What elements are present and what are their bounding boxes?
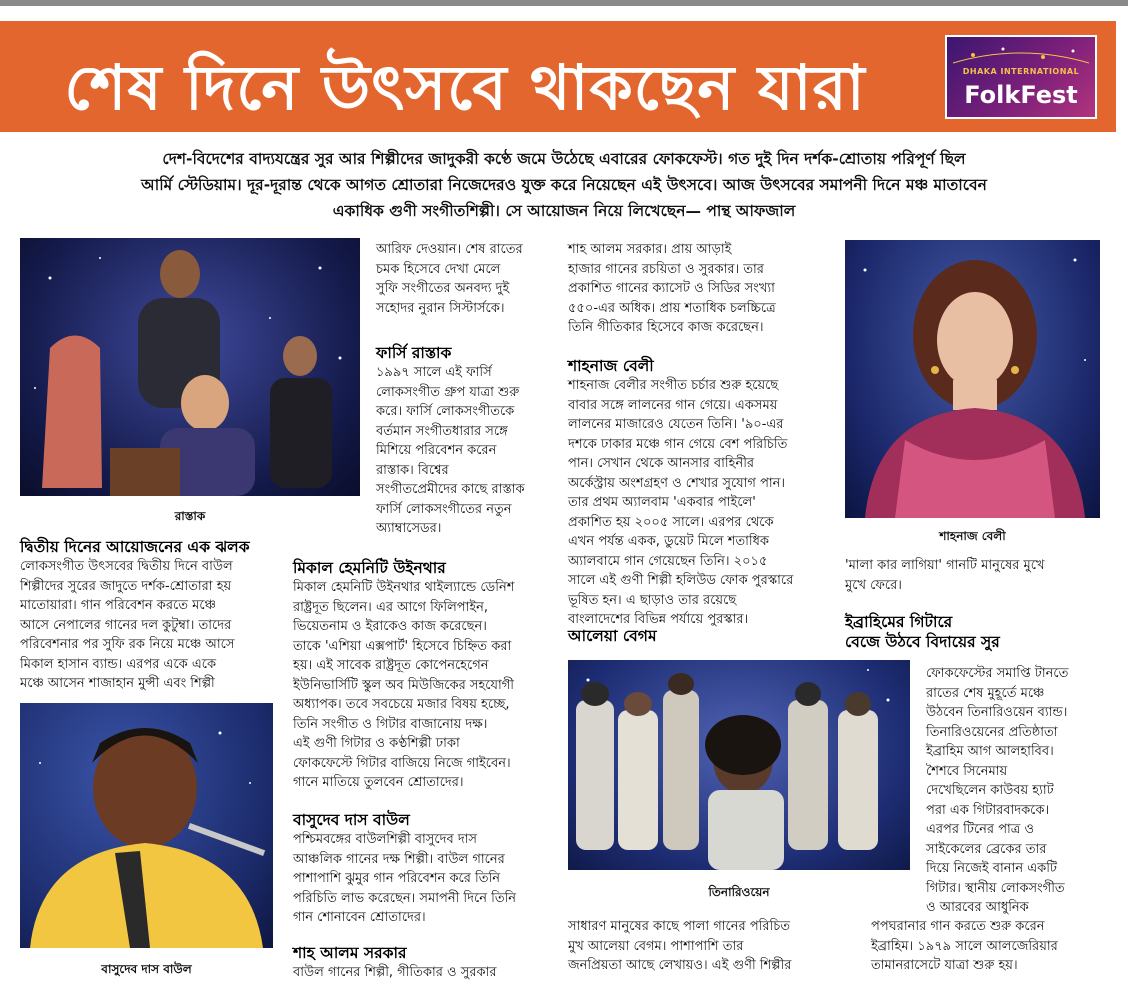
body-line: দশকে ঢাকার মঞ্চে গান গেয়ে বেশ পরিচিতি xyxy=(568,436,788,452)
body-line: বাংলাদেশের বিভিন্ন পর্যায়ে পুরস্কার। xyxy=(568,612,749,627)
lead-line: আর্মি স্টেডিয়াম। দূর-দূরান্ত থেকে আগত শ্রোতারা নিজেদেরও যুক্ত করে নিয়েছেন এই উৎসবে। আজ উৎসবের সমাপনী দিনে মঞ্চ মাতাবেন xyxy=(141,176,987,194)
author-name: পান্থ আফজাল xyxy=(706,202,796,220)
body-line: এই গুণী গিটার ও কণ্ঠশিল্পী ঢাকা xyxy=(293,736,460,751)
body-line: পরা এক গিটারবাদককে। xyxy=(926,802,1050,818)
body-line: পান। সেখান থেকে আনসার বাহিনীর xyxy=(568,456,755,471)
ibrahim-body xyxy=(926,664,1116,918)
body-line: লোকসংগীত গ্রুপ যাত্রা শুরু xyxy=(376,384,520,400)
ibrahim-heading-line: ইব্রাহিমের গিটারে xyxy=(845,613,953,631)
rastak-caption: রাস্তাক xyxy=(174,509,206,523)
body-line: তার প্রথম অ্যালবাম 'একবার পাইলে' xyxy=(568,495,756,510)
body-line: সালে এই গুণী শিল্পী হলিউড ফোক পুরস্কারে xyxy=(568,573,794,588)
col3-intro xyxy=(568,240,830,338)
aleya-body xyxy=(568,917,858,976)
body-line: পশ্চিমবঙ্গের বাউলশিল্পী বাসুদেব দাস xyxy=(293,832,478,847)
body-line: আঞ্চলিক গানের দক্ষ শিল্পী। বাউল গানের xyxy=(293,851,505,867)
body-line: হয়। এই সাবেক রাষ্ট্রদূত কোপেনহেগেন xyxy=(293,658,489,673)
body-line: ১৯৯৭ সালে এই ফার্সি xyxy=(376,365,492,380)
body-line: মিশিয়ে পরিবেশন করেন xyxy=(376,443,497,458)
tinariwen-photo xyxy=(568,660,910,870)
body-line: 'মালা কার লাগিয়া' গানটি মানুষের মুখে xyxy=(845,558,1045,573)
body-line: পাশাপাশি ঝুমুর গান পরিবেশন করে তিনি xyxy=(293,871,501,886)
body-line: মঞ্চে আসেন শাজাহান মুন্সী এবং শিল্পী xyxy=(20,676,215,691)
body-line: করে। ফার্সি লোকসংগীতকে xyxy=(376,404,515,419)
body-line: ইব্রাহিম। ১৯৭৯ সালে আলজেরিয়ার xyxy=(871,938,1058,954)
body-line: আরিফ দেওয়ান। শেষ রাতের xyxy=(376,242,523,257)
body-line: রাস্তাক। বিশ্বের xyxy=(376,462,449,478)
basudeb-photo xyxy=(20,703,273,948)
logo-spark-icon xyxy=(953,43,1089,67)
body-line: ফোকফেস্টের সমাপ্তি টানতে xyxy=(926,666,1069,681)
body-line: দেখেছিলেন কাউবয় হ্যাট xyxy=(926,783,1054,798)
body-line: হাজার গানের রচয়িতা ও সুরকার। তার xyxy=(568,261,764,277)
body-line: ইউনিভার্সিটি স্কুল অব মিউজিকের সহযোগী xyxy=(293,677,515,693)
body-line: মুখ আলেয়া বেগম। পাশাপাশি তার xyxy=(568,938,744,954)
rastak-photo xyxy=(20,238,360,496)
shah-alam-body xyxy=(293,963,555,983)
shahnaz-photo xyxy=(845,240,1100,518)
body-line: রাতের শেষ মুহূর্তে মঞ্চে xyxy=(926,685,1045,701)
body-line: তাকে 'এশিয়া এক্সপার্ট' হিসেবে চিহ্নিত করা xyxy=(293,638,512,654)
body-line: ভূষিত হন। এ ছাড়াও তার রয়েছে xyxy=(568,592,737,608)
body-line: লোকসংগীত উৎসবের দ্বিতীয় দিনে বাউল xyxy=(20,559,233,574)
body-line: এখন পর্যন্ত একক, ডুয়েট মিলে শতাধিক xyxy=(568,534,770,549)
body-line: বাবার সঙ্গে লালনের গান গেয়ে। একসময় xyxy=(568,397,778,413)
body-line: মাতোয়ারা। গান পরিবেশন করতে মঞ্চে xyxy=(20,598,216,613)
basudeb-photo-art xyxy=(20,703,273,948)
body-line: উঠবেন তিনারিওয়েন ব্যান্ড। xyxy=(926,705,1068,720)
body-line: অ্যালবামে গান গেয়েছেন তিনি। ২০১৫ xyxy=(568,553,768,569)
body-line: দিয়ে নিজেই বানান একটি xyxy=(926,861,1058,876)
folkfest-logo xyxy=(945,35,1097,119)
lead-line-text: একাধিক গুণী সংগীতশিল্পী। সে আয়োজন নিয়ে লিখেছেন— xyxy=(332,202,701,220)
mikal-heading: মিকাল হেমনিটি উইনথার xyxy=(293,559,446,577)
body-line: সহোদর নুরান সিস্টার্সকে। xyxy=(376,300,505,316)
body-line: চমক হিসেবে দেখা মেলে xyxy=(376,261,501,277)
shahnaz-heading: শাহনাজ বেলী xyxy=(568,357,654,375)
body-line: প্রকাশিত গানের ক্যাসেট ও সিডির সংখ্যা xyxy=(568,281,775,296)
body-line: গান শোনাবেন শ্রোতাদের। xyxy=(293,910,426,925)
farsi-rastak-body xyxy=(376,363,551,539)
body-line: বাউল গানের শিল্পী, গীতিকার ও সুরকার xyxy=(293,965,497,980)
body-line: শাহনাজ বেলীর সংগীত চর্চার শুরু হয়েছে xyxy=(568,378,779,393)
body-line: তিনি গীতিকার হিসেবে কাজ করেছেন। xyxy=(568,320,764,335)
tinariwen-caption: তিনারিওয়েন xyxy=(708,885,770,899)
tinariwen-photo-art xyxy=(568,660,910,870)
top-rule xyxy=(0,0,1128,6)
body-line: মুখে ফেরে। xyxy=(845,577,902,593)
aleya-heading: আলেয়া বেগম xyxy=(568,627,657,645)
body-line: গিটার। স্থানীয় লোকসংগীত xyxy=(926,880,1065,896)
body-line: বর্তমান সংগীতধারার সঙ্গে xyxy=(376,423,508,439)
basudeb-body xyxy=(293,830,555,928)
body-line: শাহ আলম সরকার। প্রায় আড়াই xyxy=(568,242,732,257)
body-line: ফার্সি লোকসংগীতের নতুন xyxy=(376,501,512,517)
headline-banner xyxy=(0,21,1116,132)
logo-subtitle: DHAKA INTERNATIONAL xyxy=(962,67,1080,76)
body-line: সংগীতপ্রেমীদের কাছে রাস্তাক xyxy=(376,482,525,497)
body-line: আসে নেপালের গানের দল কুটুম্বা। তাদের xyxy=(20,617,232,633)
ibrahim-heading-line: বেজে উঠবে বিদায়ের সুর xyxy=(845,633,1000,651)
lead-line: দেশ-বিদেশের বাদ্যযন্ত্রের সুর আর শিল্পীদের জাদুকরী কণ্ঠে জমে উঠেছে এবারের ফোকফেস্ট। গত দুই দিন দর্শক-শ্রোতায় পরিপূর্ণ ছিল xyxy=(162,150,966,168)
body-line: তামানরাসেটে যাত্রা শুরু হয়। xyxy=(871,958,1018,973)
body-line: এরপর টিনের পাত্র ও xyxy=(926,822,1035,837)
rastak-photo-art xyxy=(20,238,360,496)
body-line: মিকাল হেমনিটি উইনথার থাইল্যান্ডে ডেনিশ xyxy=(293,580,515,595)
logo-title: FolkFest xyxy=(964,81,1078,109)
body-line: পরিচিতি লাভ করেছেন। সমাপনী দিনে তিনি xyxy=(293,890,517,906)
farsi-rastak-heading: ফার্সি রাস্তাক xyxy=(376,344,452,362)
mikal-body xyxy=(293,578,555,793)
body-line: ভিয়েতনাম ও ইরাকেও কাজ করেছেন। xyxy=(293,619,487,634)
body-line: পপঘরানার গান করতে শুরু করেন xyxy=(871,919,1045,934)
lead-paragraph xyxy=(60,146,1068,224)
col4-intro xyxy=(845,556,1115,595)
body-line: ফোকফেস্টে গিটার বাজিয়ে নিজে গাইবেন। xyxy=(293,755,511,771)
body-line: ৫৫০-এর অধিক। প্রায় শতাধিক চলচ্চিত্রে xyxy=(568,300,776,316)
col2-intro xyxy=(376,240,551,318)
body-line: ও আরবের আধুনিক xyxy=(926,900,1029,915)
lead-line xyxy=(60,198,1068,224)
shah-alam-heading: শাহ আলম সরকার xyxy=(293,944,407,962)
body-line: তিনারিওয়েনের প্রতিষ্ঠাতা xyxy=(926,724,1058,740)
body-line: শৈশবে সিনেমায় xyxy=(926,763,1008,779)
shahnaz-photo-art xyxy=(845,240,1100,518)
body-line: তিনি সংগীত ও গিটার বাজানোয় দক্ষ। xyxy=(293,716,488,732)
body-line: শিল্পীদের সুরের জাদুতে দর্শক-শ্রোতারা হয় xyxy=(20,578,232,594)
headline: শেষ দিনে উৎসবে থাকছেন যারা xyxy=(64,51,866,124)
basudeb-caption: বাসুদেব দাস বাউল xyxy=(101,962,192,976)
body-line: অর্কেস্ট্রায় অংশগ্রহণ ও শেখার সুযোগ পান। xyxy=(568,475,786,491)
body-line: পরিবেশনার পর সুফি রক নিয়ে মঞ্চে আসে xyxy=(20,637,235,652)
shahnaz-body xyxy=(568,376,838,630)
body-line: সাইকেলের ব্রেকের তার xyxy=(926,841,1047,857)
col1-heading: দ্বিতীয় দিনের আয়োজনের এক ঝলক xyxy=(20,538,250,556)
body-line: লালনের মাজারেও যেতেন তিনি। '৯০-এর xyxy=(568,417,784,432)
body-line: জনপ্রিয়তা আছে লেখায়ও। এই গুণী শিল্পীর xyxy=(568,958,792,973)
body-line: ইব্রাহিম আগ আলহাবিব। xyxy=(926,744,1054,759)
body-line: গানে মাতিয়ে তুলবেন শ্রোতাদের। xyxy=(293,775,464,790)
shahnaz-caption: শাহনাজ বেলী xyxy=(939,529,1006,543)
body-line: অ্যাম্বাসেডর। xyxy=(376,521,442,536)
body-line: সাধারণ মানুষের কাছে পালা গানের পরিচিত xyxy=(568,919,791,934)
ibrahim-heading xyxy=(845,612,1000,652)
body-line: সুফি সংগীতের অনবদ্য দুই xyxy=(376,281,510,296)
ibrahim-body-tail xyxy=(871,917,1121,976)
body-line: প্রকাশিত হয় ২০০৫ সালে। এরপর থেকে xyxy=(568,514,774,530)
body-line: অধ্যাপক। তবে সবচেয়ে মজার বিষয় হচ্ছে, xyxy=(293,697,510,712)
body-line: রাষ্ট্রদূত ছিলেন। এর আগে ফিলিপাইন, xyxy=(293,599,489,615)
basudeb-heading: বাসুদেব দাস বাউল xyxy=(293,811,410,829)
body-line: মিকাল হাসান ব্যান্ড। এরপর একে একে xyxy=(20,656,217,672)
